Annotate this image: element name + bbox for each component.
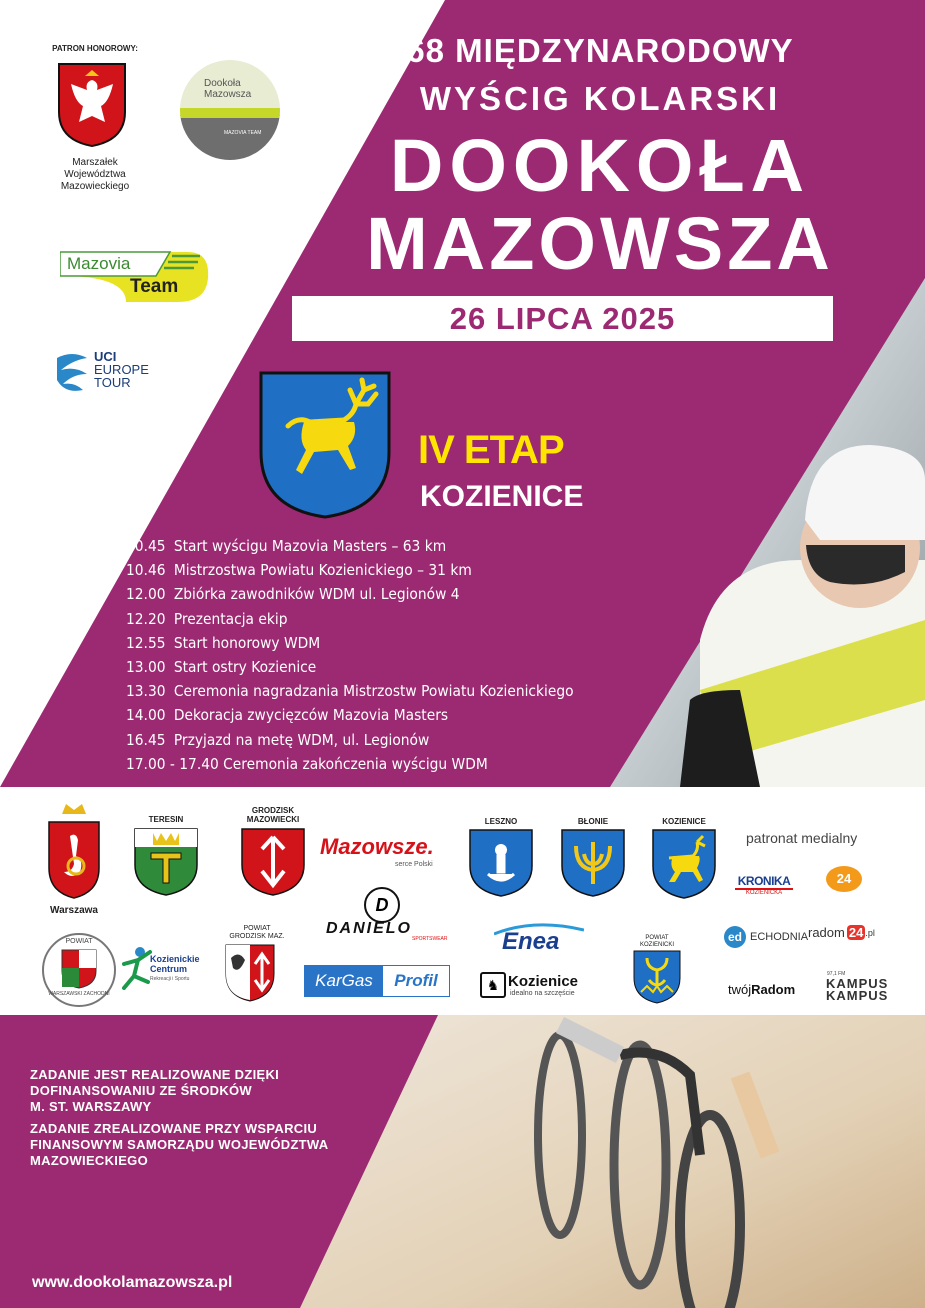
schedule-item: 10.45 Start wyścigu Mazovia Masters – 63 km: [126, 537, 447, 555]
powiat-warszawski-shield-icon: [61, 949, 97, 989]
funding-notice: ZADANIE JEST REALIZOWANE DZIĘKI DOFINANSOWANIU ZE ŚRODKÓW M. ST. WARSZAWY ZADANIE ZREALIZOWANE PRZY WSPARCIU FINANSOWYM SAMORZĄDU WOJEWÓDZTWA MAZOWIECKIEGO: [30, 1067, 329, 1168]
schedule-item: 12.55 Start honorowy WDM: [126, 633, 321, 652]
schedule-item: 12.00 Zbiórka zawodników WDM ul. Legionów 4: [126, 585, 460, 604]
dookola-mazowsza-logo: Dookoła Mazowsza MAZOVIA TEAM: [180, 60, 280, 160]
danielo-icon: D: [364, 887, 400, 923]
schedule-list: [126, 534, 574, 776]
kozienice-coat-of-arms-icon: [258, 370, 392, 520]
kampus-frequency: 97,1 FM: [827, 971, 846, 977]
patronat-medialny-label: patronat medialny: [746, 830, 858, 846]
schedule-item: 13.00 Start ostry Kozienice: [126, 657, 317, 676]
teresin-label: TERESIN: [148, 815, 184, 824]
stage-city: KOZIENICE: [420, 480, 584, 513]
title-line-2: WYŚCIG KOLARSKI: [419, 80, 781, 117]
schedule-item: 12.20 Prezentacja ekip: [126, 609, 288, 628]
kc-text: Kozienickie Centrum Rekreacji i Sportu: [150, 954, 200, 982]
kozienice-small-label: KOZIENICE: [662, 817, 706, 826]
danielo-sub: SPORTSWEAR: [412, 936, 448, 942]
badge-24-logo: 24: [826, 866, 862, 892]
mazovia-label: Mazovia: [67, 254, 131, 273]
mazowsze-slogan: serce Polski: [395, 861, 433, 868]
echodnia-badge: ed: [724, 926, 746, 948]
date-box: [292, 296, 833, 341]
kozienice-brand: Kozienice: [508, 973, 579, 990]
powiat-grodzisk-coat-of-arms-icon: [225, 944, 275, 1002]
twoj-radom-logo: twójRadom: [728, 982, 796, 997]
race-date: 26 LIPCA 2025: [449, 300, 676, 336]
leszno-coat-of-arms-icon: [468, 828, 534, 898]
blonie-label: BŁONIE: [577, 817, 609, 826]
kampus-logo: KAMPUS KAMPUS: [826, 976, 889, 1003]
website-link[interactable]: www.dookolamazowsza.pl: [32, 1274, 233, 1291]
uci-text: UCI EUROPE TOUR: [94, 349, 149, 390]
powiat-grodzisk-label: POWIAT GRODZISK MAZ.: [229, 925, 285, 940]
blonie-coat-of-arms-icon: [560, 828, 626, 898]
title-line-3: DOOKOŁA: [389, 124, 811, 207]
schedule-item: 13.30 Ceremonia nagradzania Mistrzostw Powiatu Kozienickiego: [126, 682, 574, 701]
warszawa-label: Warszawa: [50, 905, 98, 916]
kargas-profil-logo: KarGas Profil: [304, 965, 450, 997]
uci-icon: [53, 350, 91, 394]
patron-name: Marszałek Województwa Mazowieckiego: [60, 157, 130, 192]
mazowsze-coat-of-arms-icon: [57, 62, 127, 148]
kozienice-small-coat-of-arms-icon: [651, 828, 717, 900]
schedule-item: 10.46 Mistrzostwa Powiatu Kozienickiego – 31 km: [126, 561, 472, 580]
radom24-logo: radom 24 .pl: [808, 925, 875, 940]
schedule-item: 16.45 Przyjazd na metę WDM, ul. Legionów: [126, 730, 430, 749]
mazowsze-brand: Mazowsze.: [320, 834, 434, 859]
patron-heading: PATRON HONOROWY:: [52, 44, 138, 53]
grodzisk-label: GRODZISK MAZOWIECKI: [246, 806, 300, 824]
danielo-brand: DANIELO: [326, 920, 412, 937]
grodzisk-coat-of-arms-icon: [240, 827, 306, 897]
schedule-item: 14.00 Dekoracja zwycięzców Mazovia Masters: [126, 706, 449, 725]
powiat-warszawski-seal: POWIAT WARSZAWSKI ZACHODNI: [42, 933, 116, 1007]
kc-figure-icon: [120, 946, 154, 990]
kronika-logo: KRONIKA KOZIENICKA: [735, 874, 793, 896]
schedule-item: 17.00 - 17.40 Ceremonia zakończenia wyścigu WDM: [126, 754, 488, 773]
title-line-1: 68 MIĘDZYNARODOWY: [406, 32, 794, 69]
kozienice-brand-icon: ♞: [480, 972, 506, 998]
team-label: Team: [130, 276, 179, 297]
powiat-kozienicki-coat-of-arms-icon: [633, 950, 681, 1004]
leszno-label: LESZNO: [484, 817, 518, 826]
warszawa-coat-of-arms-icon: [46, 800, 102, 900]
kozienice-slogan: idealno na szczęście: [510, 990, 575, 997]
title-line-4: MAZOWSZA: [366, 202, 834, 285]
teresin-coat-of-arms-icon: [133, 827, 199, 897]
enea-brand: Enea: [502, 928, 560, 955]
echodnia-brand: ECHODNIA: [750, 931, 809, 943]
powiat-kozienicki-label: POWIAT KOZIENICKI: [639, 935, 674, 948]
stage-label: IV ETAP: [418, 428, 564, 472]
